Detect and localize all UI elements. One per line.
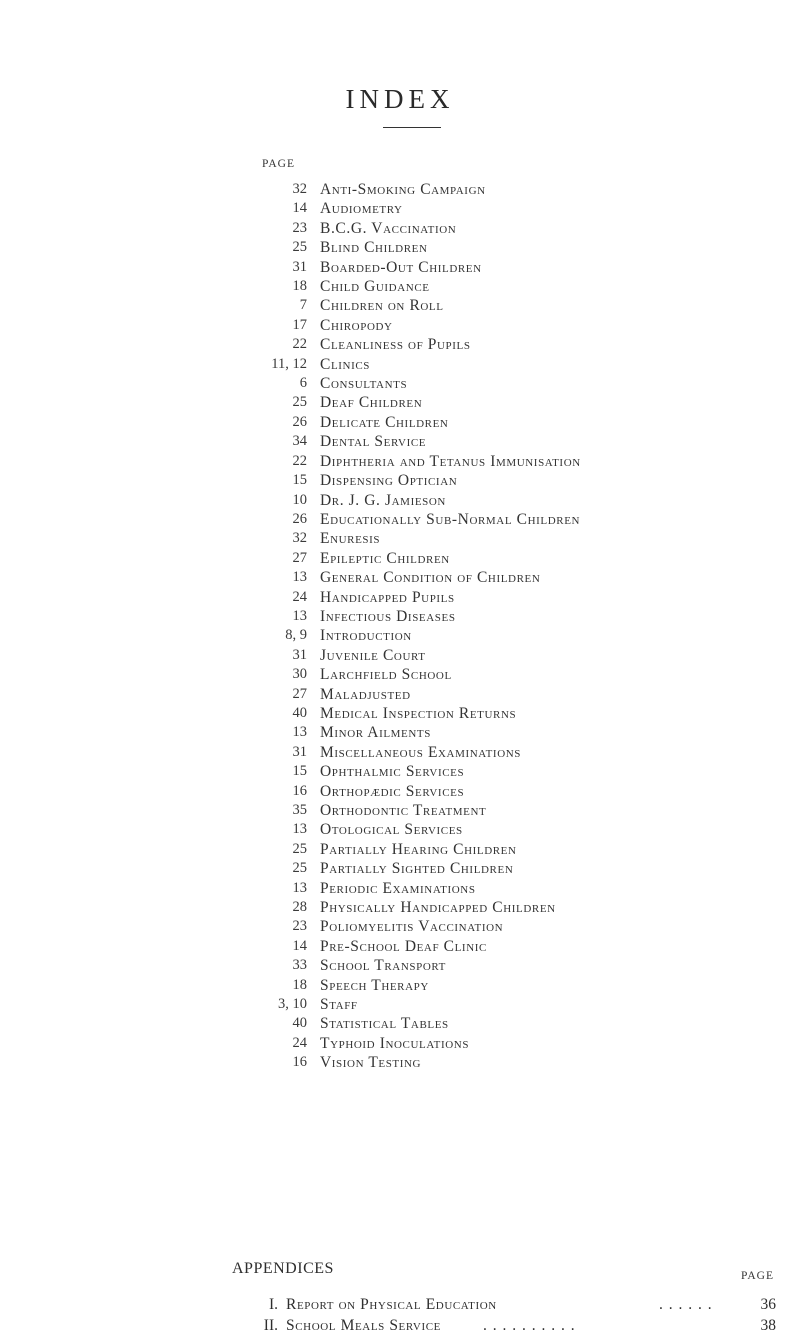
appendix-item — [256, 1316, 776, 1336]
appendix-page: 38 — [760, 1317, 776, 1334]
entry-page: 25 — [292, 840, 307, 857]
entry-topic: General Condition of Children — [320, 569, 541, 587]
index-entry — [0, 782, 800, 801]
appendix-page: 36 — [760, 1296, 776, 1313]
entry-topic: Partially Sighted Children — [320, 860, 514, 878]
entry-page: 26 — [292, 510, 307, 527]
entry-topic: Miscellaneous Examinations — [320, 743, 522, 761]
index-entry — [0, 937, 800, 956]
entry-topic: Vision Testing — [320, 1054, 422, 1072]
appendices-page-header: PAGE — [741, 1270, 774, 1282]
index-entry — [0, 335, 800, 354]
page-title: INDEX — [345, 84, 455, 114]
entry-topic: Dispensing Optician — [320, 472, 458, 490]
index-entry — [0, 762, 800, 781]
entry-topic: Blind Children — [320, 239, 428, 257]
index-list — [0, 180, 800, 1073]
entry-page: 13 — [292, 569, 307, 586]
entry-page: 40 — [292, 1015, 307, 1032]
entry-topic: Ophthalmic Services — [320, 763, 465, 781]
entry-page: 15 — [292, 472, 307, 489]
index-entry — [0, 956, 800, 975]
index-entry — [0, 626, 800, 645]
entry-page: 23 — [292, 918, 307, 935]
entry-topic: Diphtheria and Tetanus Immunisation — [320, 452, 581, 470]
entry-topic: Juvenile Court — [320, 646, 426, 664]
index-entry — [0, 704, 800, 723]
entry-topic: Educationally Sub-Normal Children — [320, 510, 581, 528]
entry-topic: Statistical Tables — [320, 1015, 449, 1033]
entry-topic: Children on Roll — [320, 297, 444, 315]
entry-topic: Chiropody — [320, 316, 393, 334]
index-entry — [0, 1034, 800, 1053]
entry-page: 13 — [292, 879, 307, 896]
entry-page: 25 — [292, 394, 307, 411]
entry-page: 18 — [292, 278, 307, 295]
dot-leader: . . . . . . . . . . — [483, 1317, 576, 1334]
page-column-header: PAGE — [262, 158, 295, 170]
index-entry — [0, 199, 800, 218]
entry-topic: Enuresis — [320, 530, 381, 548]
entry-topic: Clinics — [320, 355, 370, 373]
entry-topic: Boarded-Out Children — [320, 258, 482, 276]
entry-topic: Partially Hearing Children — [320, 840, 517, 858]
entry-page: 27 — [292, 549, 307, 566]
entry-topic: Pre-School Deaf Clinic — [320, 937, 487, 955]
index-entry — [0, 879, 800, 898]
entry-page: 22 — [292, 336, 307, 353]
index-entry — [0, 374, 800, 393]
appendix-number: I. — [268, 1296, 278, 1313]
entry-page: 31 — [292, 258, 307, 275]
entry-topic: Maladjusted — [320, 685, 411, 703]
index-entry — [0, 355, 800, 374]
entry-page: 27 — [292, 685, 307, 702]
index-entry — [0, 432, 800, 451]
index-entry — [0, 917, 800, 936]
entry-page: 34 — [292, 433, 307, 450]
entry-topic: Introduction — [320, 627, 412, 645]
index-entry — [0, 180, 800, 199]
index-entry — [0, 393, 800, 412]
entry-page: 24 — [292, 1034, 307, 1051]
index-entry — [0, 665, 800, 684]
entry-topic: School Transport — [320, 957, 446, 975]
index-entry — [0, 296, 800, 315]
entry-topic: Medical Inspection Returns — [320, 704, 517, 722]
entry-page: 26 — [292, 413, 307, 430]
entry-page: 10 — [292, 491, 307, 508]
entry-page: 35 — [292, 802, 307, 818]
entry-topic: Deaf Children — [320, 394, 423, 412]
index-entry — [0, 471, 800, 490]
index-entry — [0, 743, 800, 762]
entry-page: 24 — [292, 588, 307, 605]
index-entry — [0, 976, 800, 995]
entry-page: 13 — [292, 724, 307, 741]
entry-topic: Infectious Diseases — [320, 607, 456, 625]
index-entry — [0, 801, 800, 820]
entry-page: 16 — [292, 782, 307, 799]
title-rule — [383, 127, 441, 128]
entry-page: 22 — [292, 452, 307, 469]
index-entry — [0, 685, 800, 704]
entry-topic: Audiometry — [320, 200, 403, 218]
dot-leader: . . . . . . — [659, 1296, 713, 1313]
index-entry — [0, 995, 800, 1014]
entry-topic: Otological Services — [320, 821, 463, 839]
index-entry — [0, 1053, 800, 1072]
entry-page: 3, 10 — [278, 996, 307, 1013]
entry-page: 16 — [292, 1054, 307, 1071]
entry-page: 23 — [292, 219, 307, 236]
index-entry — [0, 898, 800, 917]
entry-page: 7 — [299, 297, 307, 314]
entry-topic: Periodic Examinations — [320, 879, 476, 897]
entry-page: 28 — [292, 899, 307, 916]
entry-topic: Typhoid Inoculations — [320, 1034, 470, 1052]
entry-topic: Epileptic Children — [320, 549, 450, 567]
entry-page: 11, 12 — [271, 355, 307, 372]
appendix-topic: School Meals Service — [286, 1317, 441, 1334]
entry-topic: B.C.G. Vaccination — [320, 219, 457, 237]
entry-page: 25 — [292, 239, 307, 256]
entry-topic: Consultants — [320, 375, 408, 393]
index-entry — [0, 1014, 800, 1033]
entry-topic: Child Guidance — [320, 278, 430, 296]
entry-page: 25 — [292, 860, 307, 877]
index-entry — [0, 529, 800, 548]
entry-page: 8, 9 — [285, 627, 307, 644]
entry-page: 31 — [292, 743, 307, 760]
index-entry — [0, 238, 800, 257]
entry-topic: Orthodontic Treatment — [320, 802, 487, 819]
entry-topic: Physically Handicapped Children — [320, 899, 556, 917]
index-entry — [0, 588, 800, 607]
entry-page: 32 — [292, 530, 307, 547]
entry-page: 14 — [292, 200, 307, 217]
index-entry — [0, 316, 800, 335]
appendix-number: II. — [263, 1317, 278, 1334]
entry-page: 31 — [292, 646, 307, 663]
entry-topic: Larchfield School — [320, 666, 452, 684]
index-entry — [0, 859, 800, 878]
index-entry — [0, 723, 800, 742]
index-entry — [0, 568, 800, 587]
entry-topic: Dental Service — [320, 433, 427, 451]
index-entry — [0, 840, 800, 859]
entry-topic: Handicapped Pupils — [320, 588, 455, 606]
appendix-item — [256, 1295, 776, 1315]
index-entry — [0, 219, 800, 238]
index-entry — [0, 549, 800, 568]
appendices-heading: APPENDICES — [232, 1260, 334, 1277]
entry-page: 18 — [292, 976, 307, 993]
entry-page: 13 — [292, 821, 307, 838]
entry-topic: Staff — [320, 996, 358, 1014]
entry-page: 32 — [292, 181, 307, 197]
entry-topic: Minor Ailments — [320, 724, 431, 742]
entry-topic: Speech Therapy — [320, 976, 429, 994]
index-entry — [0, 607, 800, 626]
index-entry — [0, 820, 800, 839]
entry-page: 17 — [292, 316, 307, 333]
index-entry — [0, 277, 800, 296]
entry-page: 14 — [292, 937, 307, 954]
index-entry — [0, 491, 800, 510]
entry-topic: Dr. J. G. Jamieson — [320, 491, 446, 509]
entry-page: 40 — [292, 704, 307, 721]
entry-page: 15 — [292, 763, 307, 780]
index-entry — [0, 646, 800, 665]
entry-page: 33 — [292, 957, 307, 974]
entry-page: 13 — [292, 607, 307, 624]
entry-page: 6 — [299, 375, 307, 392]
index-entry — [0, 510, 800, 529]
entry-page: 30 — [292, 666, 307, 683]
entry-topic: Cleanliness of Pupils — [320, 336, 471, 354]
entry-topic: Orthopædic Services — [320, 782, 465, 800]
entry-topic: Anti-Smoking Campaign — [320, 181, 486, 198]
appendix-topic: Report on Physical Education — [286, 1296, 497, 1313]
entry-topic: Delicate Children — [320, 413, 449, 431]
index-entry — [0, 258, 800, 277]
entry-topic: Poliomyelitis Vaccination — [320, 918, 504, 936]
index-entry — [0, 413, 800, 432]
index-entry — [0, 452, 800, 471]
